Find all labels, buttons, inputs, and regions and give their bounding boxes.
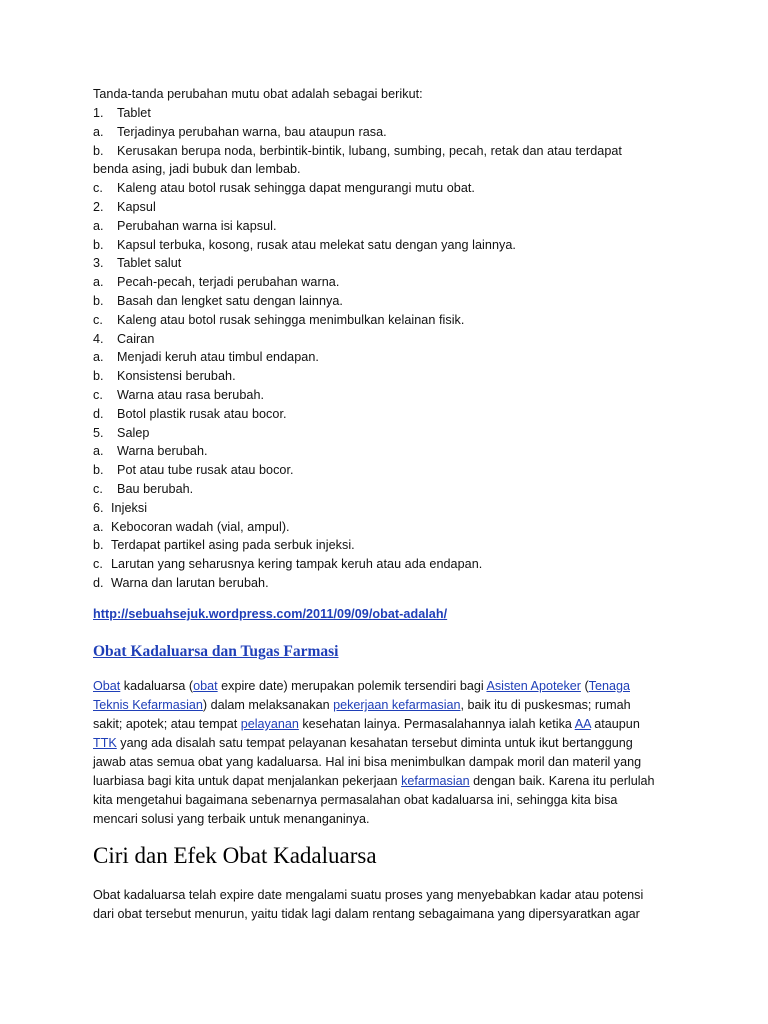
list-item: [93, 387, 264, 403]
list-item-text: Terdapat partikel asing pada serbuk injeksi.: [111, 538, 355, 553]
list-item-text: Bau berubah.: [117, 482, 194, 496]
list-item-text: Terjadinya perubahan warna, bau ataupun rasa.: [117, 124, 387, 139]
list-marker: b.: [93, 463, 104, 478]
list-item: [93, 199, 156, 215]
list-item-text: Kaleng atau botol rusak sehingga dapat mengurangi mutu obat.: [117, 181, 475, 196]
list-item: [93, 556, 482, 572]
list-marker: b.: [93, 369, 104, 384]
list-item: [93, 500, 147, 516]
list-item: [93, 368, 236, 384]
obat-link-2[interactable]: obat: [193, 679, 218, 693]
list-item: [93, 331, 154, 347]
list-marker: a.: [93, 124, 104, 139]
asisten-apoteker-link[interactable]: Asisten Apoteker: [486, 679, 581, 693]
source-link-line: [93, 606, 447, 622]
list-item-text: Warna atau rasa berubah.: [117, 388, 265, 402]
list-item-text: Kaleng atau botol rusak sehingga menimbulkan kelainan fisik.: [117, 312, 465, 327]
list-marker: a.: [93, 444, 104, 459]
list-item-text: Pecah-pecah, terjadi perubahan warna.: [117, 275, 340, 290]
list-item-text: Warna berubah.: [117, 444, 208, 459]
list-marker: b.: [93, 237, 104, 252]
obat-link[interactable]: Obat: [93, 679, 121, 693]
list-item-text: Pot atau tube rusak atau bocor.: [117, 463, 294, 478]
teknis-kefarmasian-link[interactable]: Teknis Kefarmasian: [93, 698, 203, 712]
list-item-text: Kapsul: [117, 200, 156, 214]
kefarmasian-link[interactable]: kefarmasian: [401, 774, 470, 788]
list-marker: c.: [93, 181, 103, 196]
list-item: [93, 293, 343, 309]
list-item-text: Perubahan warna isi kapsul.: [117, 218, 277, 233]
list-marker: c.: [93, 482, 103, 496]
list-item-text: Kebocoran wadah (vial, ampul).: [111, 519, 290, 534]
list-marker: 5.: [93, 425, 104, 440]
ttk-link[interactable]: TTK: [93, 736, 117, 750]
list-item-text: Injeksi: [111, 500, 148, 515]
list-marker: a.: [93, 350, 104, 365]
list-marker: 1.: [93, 106, 104, 120]
list-item: [93, 105, 151, 121]
list-marker: d.: [93, 576, 104, 590]
list-item: [93, 425, 149, 441]
list-item: [93, 237, 516, 253]
list-item: [93, 443, 208, 459]
list-item: [93, 481, 193, 497]
list-item-text: Larutan yang seharusnya kering tampak keruh atau ada endapan.: [111, 557, 483, 572]
list-marker: c.: [93, 312, 103, 327]
list-item-text: benda asing, jadi bubuk dan lembab.: [93, 162, 301, 177]
list-marker: c.: [93, 557, 103, 572]
list-marker: 2.: [93, 200, 104, 214]
list-item-text: Kerusakan berupa noda, berbintik-bintik, lubang, sumbing, pecah, retak dan atau terdapat: [117, 143, 622, 158]
list-item: [93, 406, 287, 422]
paragraph-line: dari obat tersebut menurun, yaitu tidak lagi dalam rentang sebagaimana yang dipersyaratkan agar: [93, 907, 640, 921]
list-marker: a.: [93, 218, 104, 233]
article-paragraph-1: Obat kadaluarsa (obat expire date) merupakan polemik tersendiri bagi Asisten Apoteker (Tenaga Teknis Kefarmasian) dalam melaksanakan pekerjaan kefarmasian, baik itu di puskesmas; rumah sakit; apotek; atau tempat pelayanan kesehatan lainya. Permasalahannya ialah ketika AA ataupun TTK yang ada disalah satu tempat pelayanan kesahatan tersebut diminta untuk ikut bertanggung jawab atas semua obat yang kadaluarsa. Hal ini bisa menimbulkan dampak moril dan materil yang luarbiasa bagi kita untuk dapat menjalankan pekerjaan kefarmasian dengan baik. Karena itu perlulah kita mengetahui bagaimana sebenarnya permasalahan obat kadaluarsa ini, sehingga kita bisa mencari solusi yang terbaik untuk menanganinya.: [93, 677, 683, 829]
list-marker: a.: [93, 519, 104, 534]
list-marker: b.: [93, 294, 104, 308]
paragraph-line: jawab atas semua obat yang kadaluarsa. Hal ini bisa menimbulkan dampak moril dan materil yang: [93, 755, 642, 769]
article-title-link[interactable]: Obat Kadaluarsa dan Tugas Farmasi: [93, 643, 339, 660]
aa-link[interactable]: AA: [574, 717, 591, 731]
list-item: [93, 143, 622, 159]
list-item: [93, 312, 464, 328]
article-paragraph-2: [93, 886, 683, 924]
list-item-text: Menjadi keruh atau timbul endapan.: [117, 350, 319, 365]
list-item-text: Cairan: [117, 331, 155, 346]
list-item-text: Kapsul terbuka, kosong, rusak atau melekat satu dengan yang lainnya.: [117, 237, 516, 252]
intro-text: Tanda-tanda perubahan mutu obat adalah sebagai berikut:: [93, 87, 423, 101]
list-item-text: Basah dan lengket satu dengan lainnya.: [117, 294, 343, 308]
paragraph-line: mencari solusi yang terbaik untuk menanganinya.: [93, 812, 370, 826]
list-item: [93, 218, 277, 234]
list-item-text: Konsistensi berubah.: [117, 369, 236, 384]
list-item: [93, 519, 290, 535]
list-item-text: Tablet salut: [117, 256, 182, 271]
list-item: [93, 180, 475, 196]
list-marker: a.: [93, 275, 104, 290]
list-item-text: Warna dan larutan berubah.: [111, 576, 269, 590]
pekerjaan-kefarmasian-link[interactable]: pekerjaan kefarmasian: [333, 698, 461, 712]
list-item: [93, 274, 339, 290]
paragraph-line: Obat kadaluarsa telah expire date mengalami suatu proses yang menyebabkan kadar atau potensi: [93, 888, 644, 902]
list-item-text: Tablet: [117, 106, 151, 120]
list-item: [93, 124, 387, 140]
list-marker: 3.: [93, 256, 104, 271]
section-heading: Ciri dan Efek Obat Kadaluarsa: [93, 843, 377, 868]
list-item-text: Botol plastik rusak atau bocor.: [117, 406, 287, 421]
list-item: [93, 462, 294, 478]
list-marker: d.: [93, 406, 104, 421]
paragraph-line: kita mengetahui bagaimana sebenarnya permasalahan obat kadaluarsa ini, sehingga kita bisa: [93, 793, 618, 807]
tenaga-link[interactable]: Tenaga: [588, 679, 630, 693]
list-item: [93, 349, 319, 365]
list-marker: c.: [93, 388, 103, 402]
list-marker: b.: [93, 143, 104, 158]
list-item: [93, 575, 269, 591]
list-item: [93, 161, 301, 177]
list-marker: 4.: [93, 331, 104, 346]
list-marker: 6.: [93, 500, 104, 515]
source-url-link[interactable]: http://sebuahsejuk.wordpress.com/2011/09/09/obat-adalah/: [93, 607, 448, 621]
list-marker: b.: [93, 538, 104, 553]
list-item: [93, 537, 355, 553]
pelayanan-link[interactable]: pelayanan: [240, 717, 299, 731]
list-item: [93, 255, 181, 271]
list-item-text: Salep: [117, 425, 150, 440]
